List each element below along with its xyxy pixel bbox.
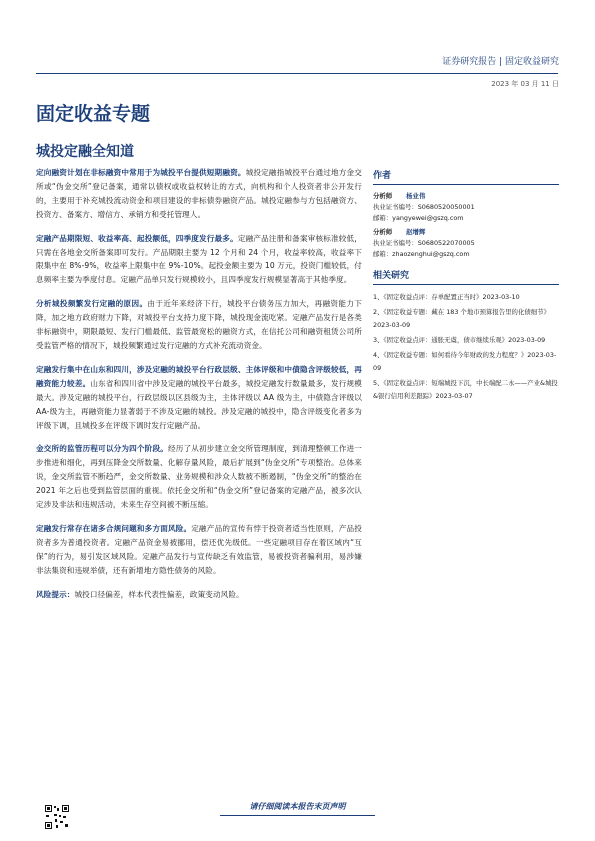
paragraph-body: 城投口径偏差，样本代表性偏差，政策变动风险。 bbox=[74, 589, 244, 599]
analyst-role: 分析师 bbox=[373, 192, 393, 200]
paragraph-lead: 定融产品期限短、收益率高、起投额低，四季度发行最多。 bbox=[36, 233, 238, 243]
paragraph-body: 由于近年来经济下行，城投平台债务压力加大，再融资能力下降，加之地方政府财力下降，对城投平台支持力度下降，城投现金流吃紧。定融产品发行是各类非标融资中，期限最短、发行门槛最低、监管最宽松的融资方式，在信托公司和融资租赁公司所受监管严格的情况下，城投频繁通过发行定融的方式补充流动资金。 bbox=[36, 299, 362, 350]
analyst-role: 分析师 bbox=[373, 228, 393, 236]
analyst-email[interactable]: yangyewei@gszq.com bbox=[392, 214, 464, 222]
report-date: 2023 年 03 月 11 日 bbox=[491, 80, 559, 88]
analyst-card bbox=[373, 191, 559, 224]
header-divider bbox=[36, 73, 558, 74]
paragraph-lead: 金交所的监管历程可以分为四个阶段。 bbox=[36, 444, 168, 454]
analyst-email[interactable]: zhaozenghui@gszq.com bbox=[392, 250, 470, 258]
related-item[interactable]: 1、《固定收益点评：存单配置正当时》2023-03-10 bbox=[373, 293, 520, 301]
related-item[interactable]: 2、《固定收益专题：藏在 183 个地市预算报告里的化债细节》2023-03-09 bbox=[373, 308, 550, 329]
related-heading: 相关研究 bbox=[373, 266, 559, 285]
summary-paragraph bbox=[36, 363, 362, 433]
summary-body bbox=[36, 166, 362, 611]
summary-paragraph bbox=[36, 297, 362, 353]
summary-paragraph bbox=[36, 166, 362, 222]
paragraph-lead: 定融发行常存在诸多合规问题和多方面风险。 bbox=[36, 523, 192, 533]
analyst-name: 杨业伟 bbox=[406, 192, 426, 200]
footer-disclaimer: 请仔细阅读本报告末页声明 bbox=[249, 802, 346, 811]
paragraph-lead: 风险提示： bbox=[36, 589, 75, 599]
related-item[interactable]: 5、《固定收益点评：短端城投下沉，中长端配二永——产业&城投&银行信用利差跟踪》2023-03-07 bbox=[373, 379, 558, 400]
authors-heading: 作者 bbox=[373, 166, 559, 185]
paragraph-body: 定融产品注册和备案审核标准较低，只需在各地金交所备案即可发行。产品期限主要为 12 个月和 24 个月，收益率较高，收益率下限集中在 8%-9%，收益率上限集中在 9%-10%。起投金额主要为 10 万元，投资门槛较低，付息频率主要为季度付息。定融产品单只发行规模较小，且四季度发行规模显著高于其他季度。 bbox=[36, 233, 362, 285]
paragraph-lead: 定向融资计划在非标融资中常用于为城投平台提供短期融资。 bbox=[36, 168, 246, 177]
paragraph-lead: 分析城投频繁发行定融的原因。 bbox=[36, 299, 148, 309]
email-label: 邮箱： bbox=[373, 250, 393, 258]
related-research-list bbox=[373, 291, 559, 403]
page-title: 固定收益专题 bbox=[36, 103, 151, 125]
footer-divider bbox=[220, 815, 375, 816]
page-subtitle: 城投定融全知道 bbox=[36, 144, 134, 160]
email-label: 邮箱： bbox=[373, 214, 393, 222]
report-category: 证券研究报告 | 固定收益研究 bbox=[442, 57, 559, 67]
related-item[interactable]: 4、《固定收益专题：如何看待今年财政的发力程度？》2023-03-09 bbox=[373, 351, 557, 372]
analyst-card bbox=[373, 227, 559, 260]
summary-paragraph bbox=[36, 232, 362, 288]
risk-warning bbox=[36, 588, 362, 602]
report-header bbox=[0, 0, 595, 90]
paragraph-lead: 定融发行集中在山东和四川，涉及定融的城投平台行政层级、主体评级和中债隐含评级较低，再融资能力较差。 bbox=[36, 364, 362, 388]
summary-paragraph bbox=[36, 442, 362, 512]
paragraph-body: 经历了从初步建立金交所管理制度，到清理整顿工作进一步推进和细化，再到压降金交所数量、化解存量风险，最后扩展到“伪金交所”专项整治。总体来说，金交所监管不断趋严，金交所数量、业务规模和涉众人数被不断遏制，“伪金交所”的整治在 2021 年之后也受到监管层面的重视。依托金交所和“伪金交所”登记备案的定融产品，被多次认定涉及非法和违规活动，未来生存空间被不断压缩。 bbox=[36, 444, 362, 510]
cert-label: 执业证书编号： bbox=[373, 239, 418, 247]
analyst-name: 赵增辉 bbox=[406, 228, 426, 236]
cert-label: 执业证书编号： bbox=[373, 203, 418, 211]
cert-number: S0680520050001 bbox=[417, 203, 475, 211]
cert-number: S0680522070005 bbox=[417, 239, 475, 247]
paragraph-body: 城投定融指城投平台通过地方金交所或“伪金交所”登记备案，通常以债权或收益权转让的方式，向机构和个人投资者非公开发行的，主要用于补充城投流动资金和项目建设的非标债券融资产品。城投定融参与方包括融资方、投资方、备案方、增信方、承销方和受托管理人。 bbox=[36, 168, 363, 219]
related-item[interactable]: 3、《固定收益点评：通胀无虞，债市继续乐观》2023-03-09 bbox=[373, 336, 546, 344]
paragraph-body: 山东省和四川省中涉及定融的城投平台最多，城投定融发行数量最多，发行规模最大。涉及定融的城投平台，行政层级以区县级为主，主体评级以 AA 级为主，中债隐含评级以 AA-级为主，再融资能力显著弱于不涉及定融的城投。涉及定融的城投中，隐含评级变化者多为评级下调，且城投多在评级下调时发行定融产品。 bbox=[36, 378, 362, 430]
summary-paragraph bbox=[36, 522, 362, 578]
sidebar bbox=[373, 166, 559, 405]
paragraph-body: 定融产品的宣传有悖于投资者适当性原则，产品投资者多为普通投资者。定融产品资金易被挪用，偿还优先级低。一些定融项目存在着区域内“互保”的行为，易引发区域风险。定融产品发行与宣传缺乏有效监管，易被投资者骗利用，易涉嫌非法集资和违规举债，还有新增地方隐性债务的风险。 bbox=[36, 523, 363, 575]
